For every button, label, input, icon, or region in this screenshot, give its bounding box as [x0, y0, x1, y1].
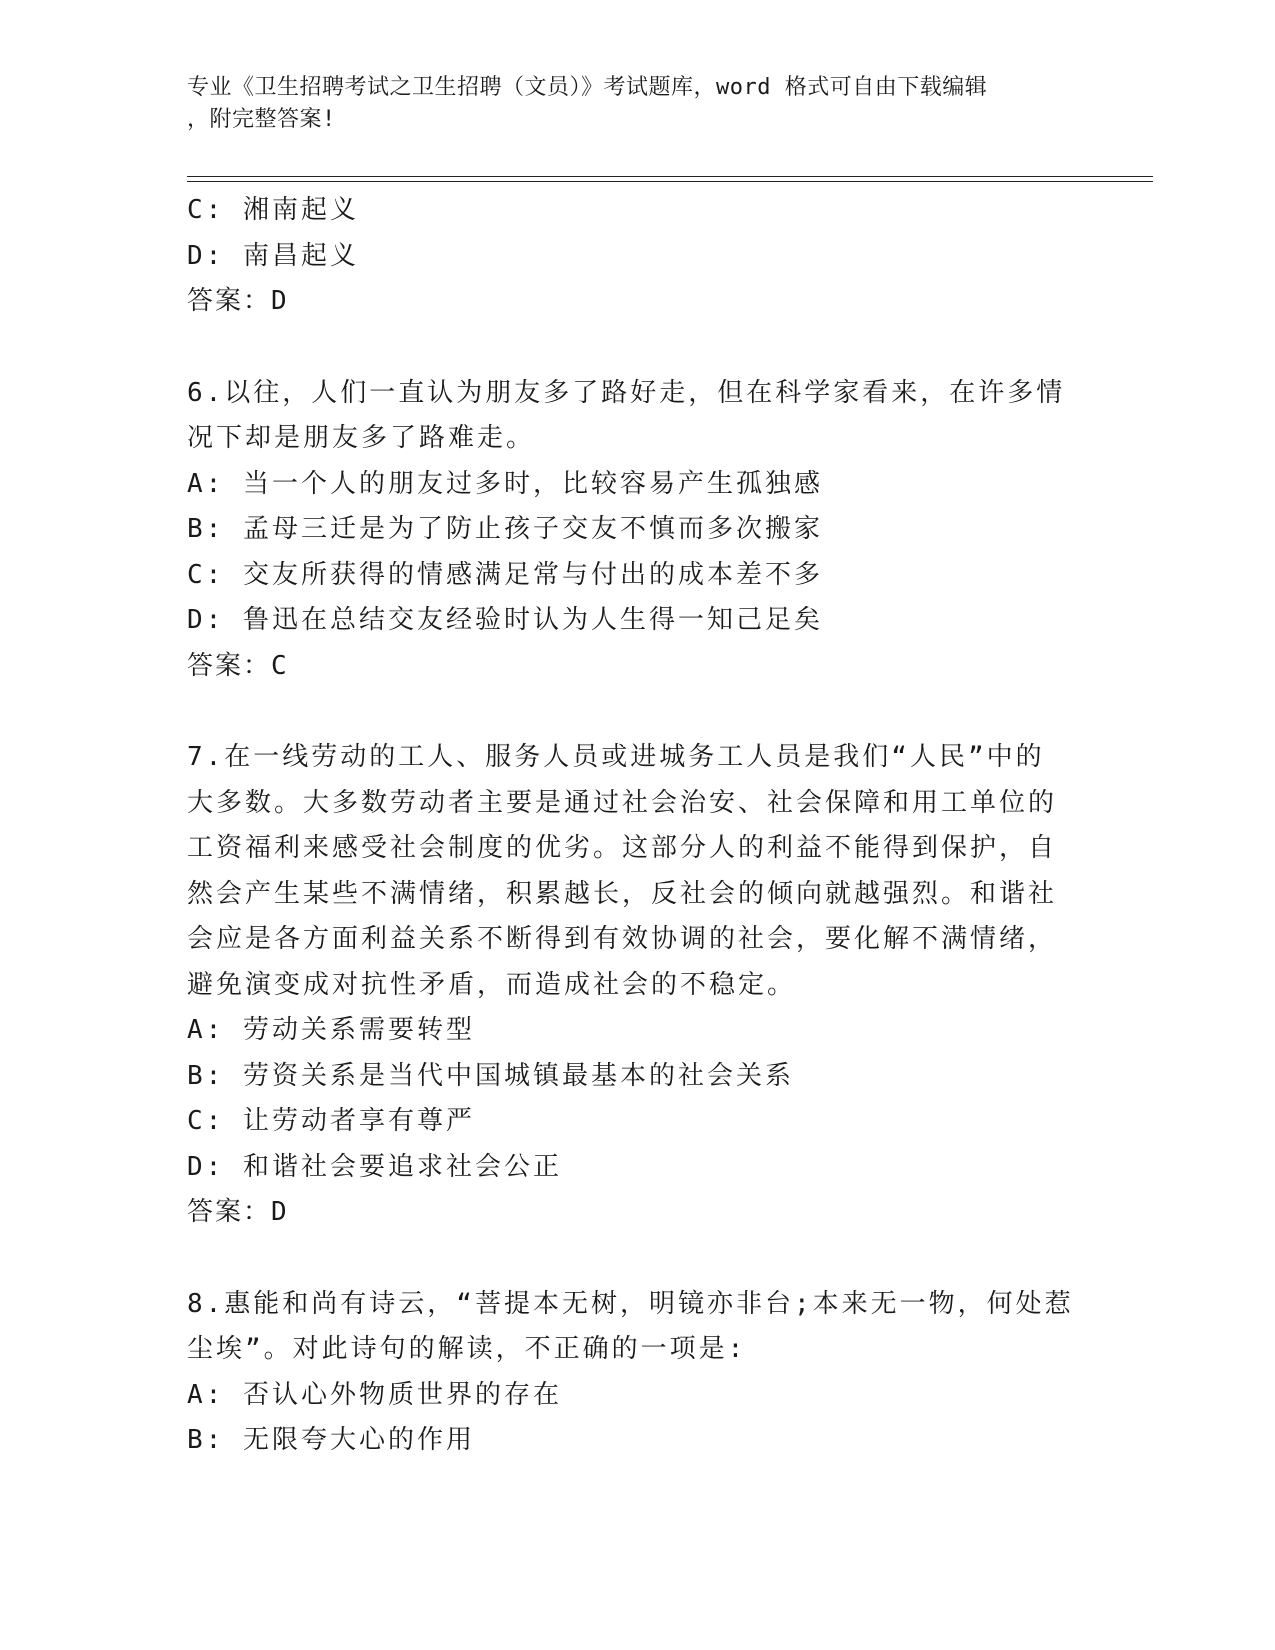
spacer	[187, 1236, 1067, 1282]
question-stem-line: 7.在一线劳动的工人、服务人员或进城务工人员是我们“人民”中的	[187, 742, 1045, 772]
question-stem-line: 8.惠能和尚有诗云，“菩提本无树，明镜亦非台;本来无一物，何处惹	[187, 1288, 1074, 1319]
document-header	[187, 72, 1067, 136]
option-d: D: 南昌起义	[187, 240, 359, 271]
header-rule-bottom	[187, 181, 1153, 182]
header-line-2: ，附完整答案!	[187, 107, 336, 132]
document-body	[187, 188, 1074, 1464]
question-stem-line: 会应是各方面利益关系不断得到有效协调的社会，要化解不满情绪，	[187, 924, 1058, 954]
option-d: D: 和谐社会要追求社会公正	[187, 1151, 562, 1182]
option-c: C: 湘南起义	[187, 195, 359, 225]
option-a: A: 当一个人的朋友过多时，比较容易产生孤独感	[187, 468, 823, 499]
question-stem-line: 况下却是朋友多了路难走。	[187, 423, 536, 453]
question-7	[187, 735, 1067, 1236]
question-stem-line: 6.以往，人们一直认为朋友多了路好走，但在科学家看来，在许多情	[187, 377, 1066, 408]
option-b: B: 孟母三迁是为了防止孩子交友不慎而多次搬家	[187, 514, 823, 544]
question-6	[187, 371, 1067, 690]
header-rule-top	[187, 176, 1153, 177]
option-b: B: 无限夸大心的作用	[187, 1425, 475, 1455]
option-c: C: 交友所获得的情感满足常与付出的成本差不多	[187, 559, 823, 590]
question-stem-line: 尘埃”。对此诗句的解读，不正确的一项是:	[187, 1334, 747, 1364]
question-stem-line: 大多数。大多数劳动者主要是通过社会治安、社会保障和用工单位的	[187, 787, 1058, 818]
answer-line: 答案：C	[187, 650, 289, 681]
spacer	[187, 325, 1067, 371]
header-line-1: 专业《卫生招聘考试之卫生招聘（文员）》考试题库，word 格式可自由下载编辑	[187, 75, 988, 100]
spacer	[187, 689, 1067, 735]
question-8	[187, 1282, 1074, 1464]
option-a: A: 否认心外物质世界的存在	[187, 1379, 562, 1410]
option-b: B: 劳资关系是当代中国城镇最基本的社会关系	[187, 1060, 794, 1091]
question-5-continued	[187, 188, 1067, 325]
answer-line: 答案：D	[187, 1197, 289, 1227]
question-stem-line: 然会产生某些不满情绪，积累越长，反社会的倾向就越强烈。和谐社	[187, 878, 1058, 909]
question-stem-line: 避免演变成对抗性矛盾，而造成社会的不稳定。	[187, 969, 797, 1000]
option-d: D: 鲁迅在总结交友经验时认为人生得一知己足矣	[187, 605, 823, 635]
option-a: A: 劳动关系需要转型	[187, 1015, 475, 1045]
option-c: C: 让劳动者享有尊严	[187, 1106, 475, 1136]
answer-line: 答案：D	[187, 286, 289, 316]
question-stem-line: 工资福利来感受社会制度的优劣。这部分人的利益不能得到保护，自	[187, 833, 1058, 863]
